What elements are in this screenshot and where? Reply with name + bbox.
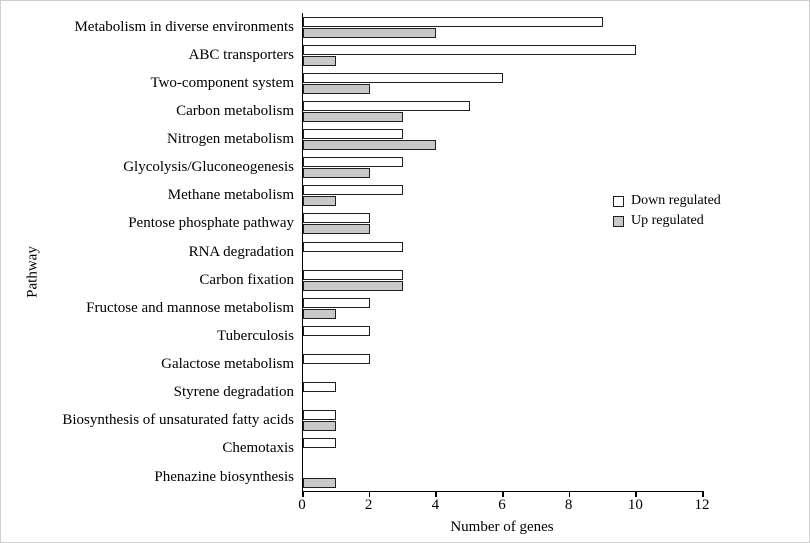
bar-group [303,154,703,182]
x-axis-tick-labels [298,497,710,517]
bar-group [303,69,703,97]
x-tick-label: 0 [298,497,306,513]
bar-down-regulated [303,185,403,195]
bar-down-regulated [303,17,603,27]
category-label: Fructose and mannose metabolism [86,299,294,316]
bar-group [303,463,703,491]
bar-up-regulated [303,478,336,488]
category-label: Glycolysis/Gluconeogenesis [123,159,294,176]
bar-down-regulated [303,45,636,55]
bar-down-regulated [303,410,336,420]
bar-up-regulated [303,84,370,94]
bar-group [303,41,703,69]
bar-group [303,435,703,463]
x-tick-label: 2 [364,497,373,513]
chart-legend [613,191,721,231]
legend-item-up [613,211,721,231]
legend-label-up: Up regulated [631,213,704,228]
legend-swatch-up-icon [613,216,624,227]
bar-down-regulated [303,298,370,308]
x-tick-label: 6 [498,497,506,513]
bar-up-regulated [303,56,336,66]
bar-down-regulated [303,270,403,280]
category-label: Metabolism in diverse environments [74,18,294,35]
x-tick-label: 8 [564,497,573,513]
bar-group [303,97,703,125]
bar-up-regulated [303,28,436,38]
bar-series-container [303,13,703,491]
bar-down-regulated [303,157,403,167]
bar-down-regulated [303,101,470,111]
bar-group [303,351,703,379]
legend-swatch-down-icon [613,196,624,207]
bar-up-regulated [303,196,336,206]
bar-up-regulated [303,281,403,291]
legend-item-down [613,191,721,211]
category-label: Biosynthesis of unsaturated fatty acids [62,412,294,429]
bar-group [303,238,703,266]
bar-down-regulated [303,242,403,252]
y-axis-category-labels [25,13,301,491]
bar-down-regulated [303,438,336,448]
bar-group [303,266,703,294]
category-label: Carbon metabolism [176,102,294,119]
bar-group [303,126,703,154]
bar-group [303,294,703,322]
category-label: Tuberculosis [217,327,294,344]
bar-group [303,13,703,41]
bar-up-regulated [303,224,370,234]
x-axis-title: Number of genes [450,519,554,535]
bar-group [303,379,703,407]
x-tick-label: 10 [627,497,643,513]
x-tick-label: 4 [431,497,440,513]
category-label: Galactose metabolism [161,356,294,373]
category-label: Phenazine biosynthesis [154,468,294,485]
bar-down-regulated [303,382,336,392]
legend-label-down: Down regulated [631,193,721,208]
bar-down-regulated [303,354,370,364]
bar-down-regulated [303,326,370,336]
category-label: Pentose phosphate pathway [128,215,294,232]
bar-up-regulated [303,309,336,319]
category-label: Carbon fixation [199,271,294,288]
category-label: Chemotaxis [222,440,294,457]
category-label: ABC transporters [188,46,294,63]
category-label: Methane metabolism [167,187,294,204]
bar-up-regulated [303,140,436,150]
bar-down-regulated [303,73,503,83]
bar-down-regulated [303,129,403,139]
bar-up-regulated [303,421,336,431]
y-axis-title: Pathway [24,245,41,298]
category-label: Two-component system [150,74,294,91]
category-label: Styrene degradation [173,384,294,401]
bar-down-regulated [303,213,370,223]
bar-group [303,322,703,350]
plot-area [302,13,703,492]
bar-up-regulated [303,112,403,122]
category-label: RNA degradation [188,243,294,260]
bar-up-regulated [303,168,370,178]
category-label: Nitrogen metabolism [166,131,294,148]
x-tick-label: 12 [694,497,710,513]
bar-group [303,407,703,435]
